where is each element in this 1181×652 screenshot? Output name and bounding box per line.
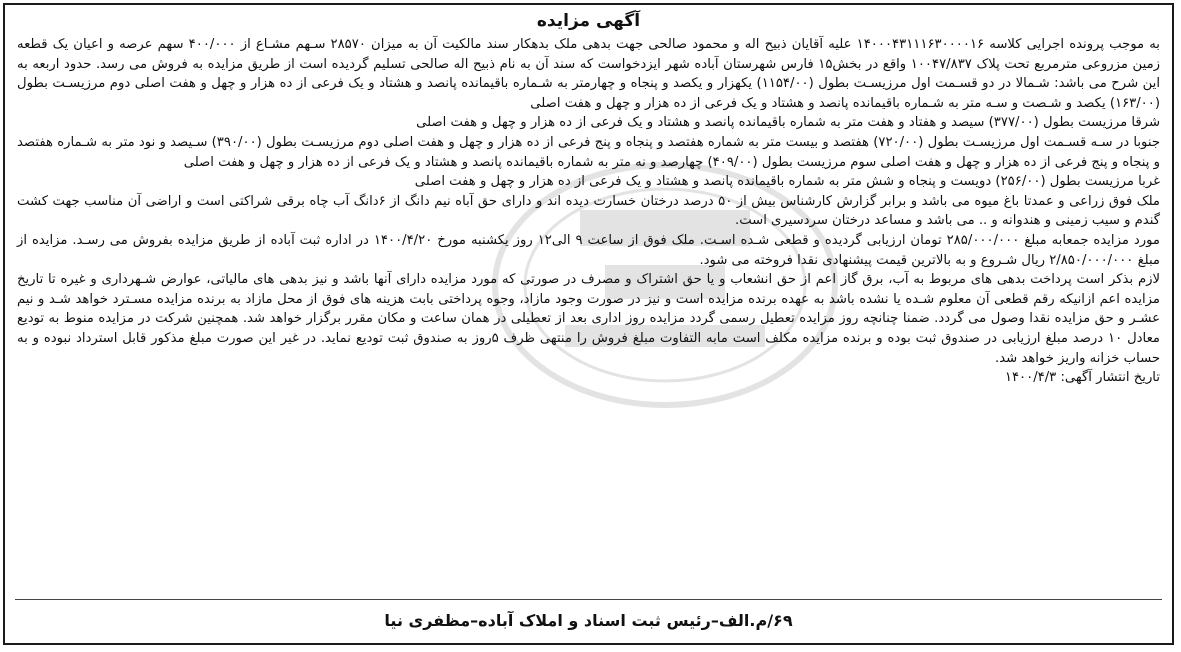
paragraph-east-boundary: شرقا مرزیست بطول (۳۷۷/۰۰) سیصد و هفتاد و هفت متر به شماره باقیمانده پانصد و هشتاد و یک فرعی از ده هزار و چهل و هفت اصلی xyxy=(416,115,1160,131)
notice-title: آگهی مزایده xyxy=(536,11,641,31)
publish-date-line xyxy=(17,368,1160,388)
paragraph-south-boundary: جنوبا در سـه قسـمت اول مرزیسـت بطول (۷۲۰/۰۰) هفتصد و بیست متر به شماره هفتصد و پنجاه و پنج فرعی از ده هزار و چهل و هفت اصلی دوم مرزیسـت بطول (۳۹۰/۰۰) سـیصد و نود متر به شـماره هفتصد و پنجاه و پنج فرعی از ده هزار و چهل و هفت اصلی سوم مرزیست بطول (۴۰۹/۰۰) چهارصد و نه متر به شماره باقیمانده پانصد و هشتاد و یک فرعی از ده هزار و چهل و هفت اصلی xyxy=(17,134,1160,170)
notice-body xyxy=(17,35,1160,368)
paragraph-auction-details: مورد مزایده جمعابه مبلغ ۲۸۵/۰۰۰/۰۰۰ تومان ارزیابی گردیده و قطعی شـده اسـت. ملک فوق از ساعت ۹ الی۱۲ روز یکشنبه مورخ ۱۴۰۰/۴/۲۰ در اداره ثبت آباده از طریق مزایده بفروش می رسـد. مزایده از مبلغ ۲/۸۵۰/۰۰۰/۰۰۰ ریال شـروع و به بالاترین قیمت پیشنهادی نقدا فروخته می شود. xyxy=(17,232,1161,268)
paragraph-west-boundary: غربا مرزیست بطول (۲۵۶/۰۰) دویست و پنجاه و شش متر به شماره باقیمانده پانصد و هشتاد و یک فرعی از ده هزار و چهل و هفت اصلی xyxy=(414,174,1160,190)
notice-frame xyxy=(3,3,1174,645)
publish-date-label: تاریخ انتشار آگهی: xyxy=(1060,370,1160,386)
paragraph-property-description: ملک فوق زراعی و عمدتا باغ میوه می باشد و برابر گزارش کارشناس بیش از ۵۰ درصد درختان خسارت دیده اند و دارای حق آباه نیم دانگ از ۶دانگ آب چاه برقی شراکتی است و اراضی آن مناسب جهت کشت گندم و سیب زمینی و هندوانه و .. می باشد و مساعد درختان سردسیری است. xyxy=(17,193,1161,229)
notice-content xyxy=(17,9,1160,388)
publish-date-value: ۱۴۰۰/۴/۳ xyxy=(1004,370,1057,386)
paragraph-conditions: لازم بذکر است پرداخت بدهی های مربوط به آب، برق گاز اعم از حق انشعاب و یا حق اشتراک و مصرف در صورتی که مورد مزایده دارای آنها باشد و نیز بدهی های مالیاتی، عوارض شـهرداری و غیره تا تاریخ مزایده اعم ازانیکه رقم قطعی آن معلوم شـده یا نشده باشد به عهده برنده مزایده است و نیز در صورت وجود مازاد، وجوه پرداختی بابت هزینه های فوق از محل مازاد به برنده مزایده مسـترد خواهد شـد و نیم عشـر و حق مزایده نقدا وصول می گردد. ضمنا چنانچه روز مزایده تعطیل رسمی گردد مزایده روز اداری بعد از تعطیلی در همان ساعت و مکان مقرر برگزار خواهد شد. همچنین شرکت در مزایده منوط به تودیع معادل ۱۰ درصد مبلغ ارزیابی در صندوق ثبت بوده و برنده مزایده مکلف است مابه التفاوت مبلغ فروش را منتهی ظرف ۵روز به صندوق ثبت تودیع نماید. در غیر این صورت مبلغ مذکور قابل استرداد نبوده و به حساب خزانه واریز خواهد شد. xyxy=(17,272,1161,366)
signature-line: ۶۹/م.الف–رئیس ثبت اسناد و املاک آباده–مظفری نیا xyxy=(384,611,793,630)
signature-divider xyxy=(15,599,1162,600)
paragraph-property-intro: به موجب پرونده اجرایی کلاسه ۱۴۰۰۰۴۳۱۱۱۶۳۰۰۰۰۱۶ علیه آقایان ذبیح اله و محمود صالحی جهت بدهی ملک بدهکار سند مالکیت آن به میزان ۲۸۵۷۰ سـهم مشـاع از ۴۰۰/۰۰۰ سهم عرصه و اعیان یک قطعه زمین مزروعی مترمربع تحت پلاک ۱۰۰۴۷/۸۳۷ واقع در بخش۱۵ فارس شهرستان آباده شهر ایزدخواست که سند آن به نام ذبیح اله صالحی تسلیم گردیده است از طریق مزایده به فروش می رسد. حدود اربعه به این شرح می باشد: شـمالا در دو قسـمت اول مرزیسـت بطول (۱۱۵۴/۰۰) یکهزار و یکصد و پنجاه و چهارمتر به شـماره باقیمانده پانصد و هشتاد و یک فرعی از ده هزار و چهل و هفت اصلی دوم مرزیسـت بطول (۱۶۳/۰۰) یکصد و شـصت و سـه متر به شـماره باقیمانده پانصد و هشتاد و یک فرعی از ده هزار و چهل و هفت اصلی xyxy=(17,37,1161,111)
